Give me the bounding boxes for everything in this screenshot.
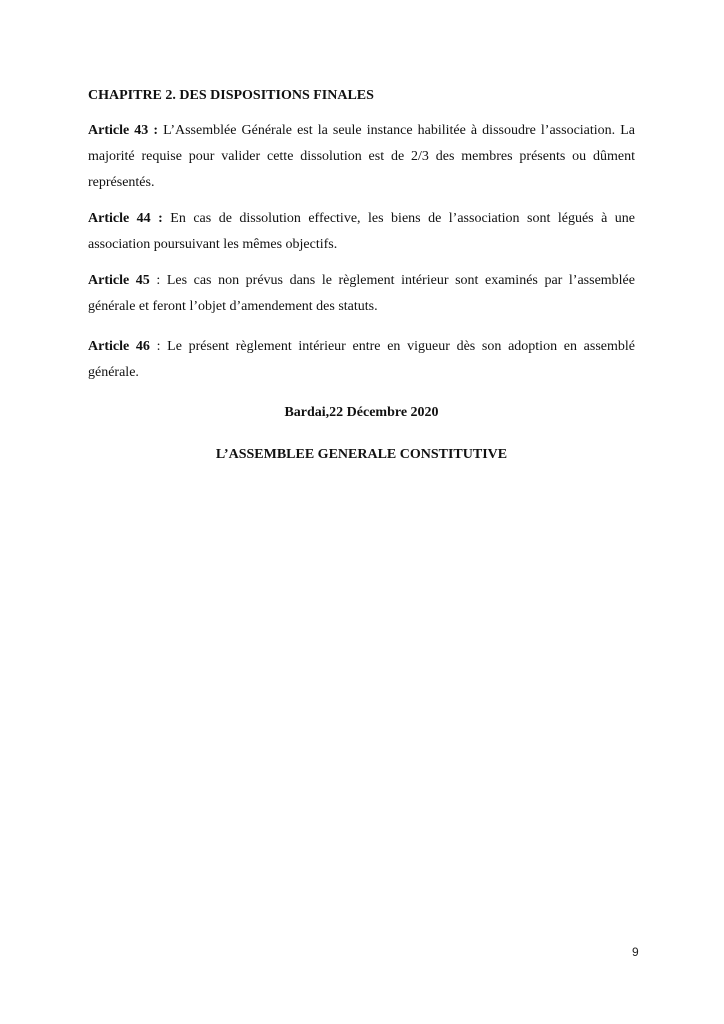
- signatory-assembly: L’ASSEMBLEE GENERALE CONSTITUTIVE: [215, 447, 508, 462]
- page-number: 9: [632, 945, 639, 959]
- article-46-label: Article 46: [88, 339, 150, 354]
- article-44-label: Article 44 :: [88, 211, 163, 226]
- article-44: [88, 206, 635, 258]
- article-46-text: : Le présent règlement intérieur entre en vigueur dès son adoption en assemblé générale.: [88, 339, 635, 380]
- article-43-text: L’Assemblée Générale est la seule instance habilitée à dissoudre l’association. La majorité requise pour valider cette dissolution est de 2/3 des membres présents ou dûment représentés.: [88, 123, 636, 190]
- article-43-label: Article 43 :: [88, 123, 158, 138]
- article-45-text: : Les cas non prévus dans le règlement intérieur sont examinés par l’assemblée générale et feront l’objet d’amendement des statuts.: [88, 273, 635, 314]
- place-and-date: Bardai,22 Décembre 2020: [284, 405, 439, 420]
- article-46: [88, 334, 635, 386]
- chapter-heading: CHAPITRE 2. DES DISPOSITIONS FINALES: [88, 88, 374, 103]
- article-44-text: En cas de dissolution effective, les biens de l’association sont légués à une association poursuivant les mêmes objectifs.: [88, 211, 635, 252]
- article-45: [88, 268, 635, 320]
- article-45-label: Article 45: [88, 273, 150, 288]
- page-content: [88, 87, 635, 464]
- article-43: [88, 118, 635, 196]
